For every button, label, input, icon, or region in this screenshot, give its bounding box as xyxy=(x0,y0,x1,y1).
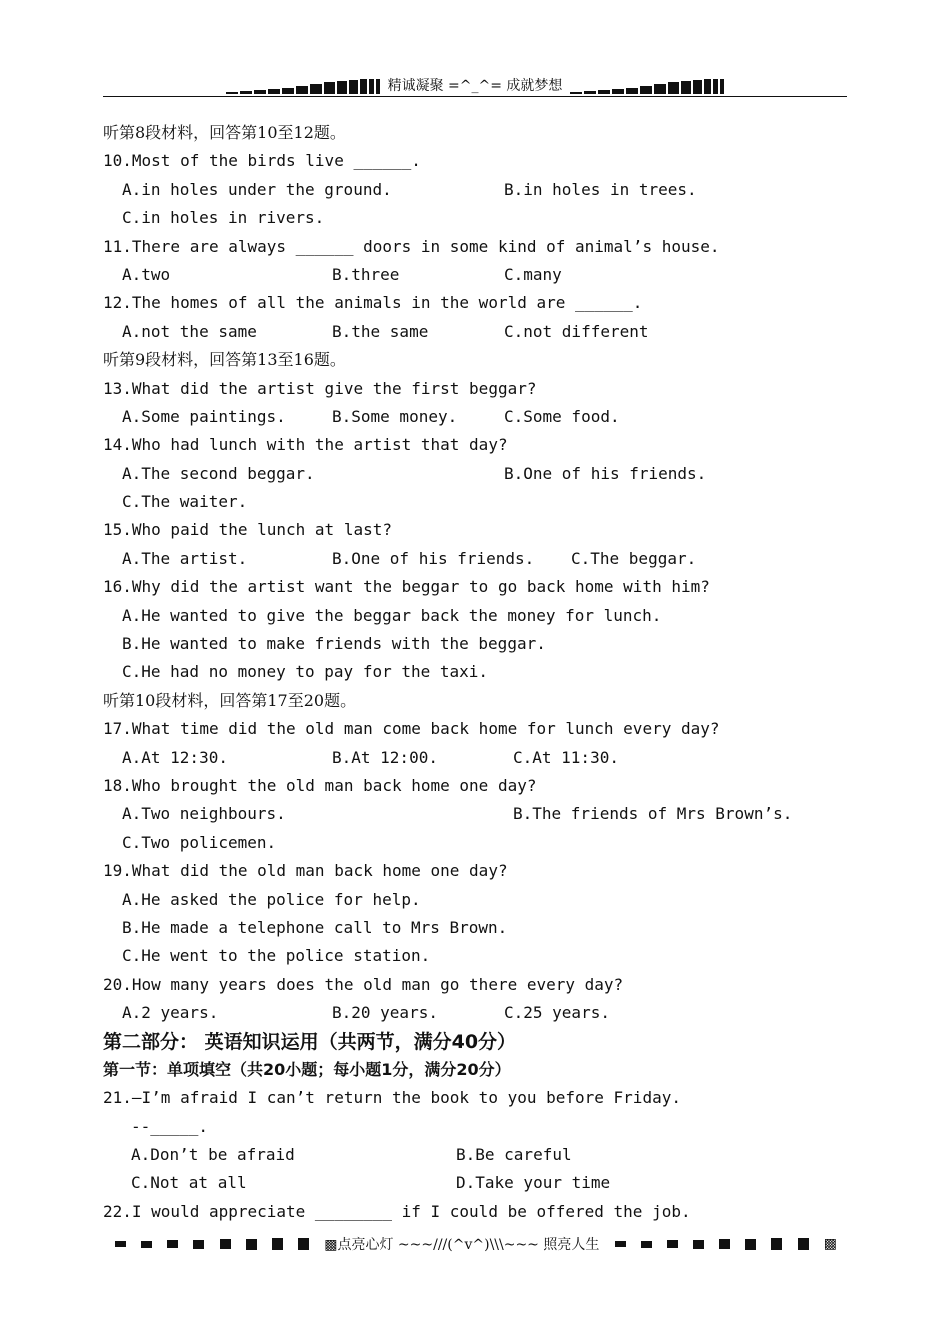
section-instruction-9: 听第9段材料，回答第13至16题。 xyxy=(103,350,346,370)
question-19-option-c: C.He went to the police station. xyxy=(122,946,431,966)
question-20-option-b: B.20 years. xyxy=(332,1003,438,1023)
question-15-option-a: A.The artist. xyxy=(122,548,248,568)
question-11-option-b: B.three xyxy=(332,264,400,284)
question-16-stem: 16.Why did the artist want the beggar to go back home with him? xyxy=(103,577,710,597)
question-21-option-b: B.Be careful xyxy=(456,1145,572,1165)
header-bars-right xyxy=(570,78,724,94)
page-header xyxy=(103,72,847,97)
section-instruction-8: 听第8段材料，回答第10至12题。 xyxy=(103,123,346,142)
question-10-option-a: A.in holes under the ground. xyxy=(122,179,392,199)
question-10-option-c: C.in holes in rivers. xyxy=(122,208,325,228)
question-20-options-row xyxy=(103,999,863,1027)
question-14-option-b: B.One of his friends. xyxy=(504,463,707,483)
header-motto: 精诚凝聚 =^_^= 成就梦想 xyxy=(387,78,563,94)
header-bars-left xyxy=(226,78,380,94)
question-19-option-b: B.He made a telephone call to Mrs Brown. xyxy=(122,917,508,937)
question-19-option-a: A.He asked the police for help. xyxy=(122,889,421,909)
question-21-stem: 21.—I’m afraid I can’t return the book to you before Friday. xyxy=(103,1088,681,1108)
exam-content xyxy=(103,119,863,1226)
question-14-option-c: C.The waiter. xyxy=(122,492,248,512)
question-17-options-row xyxy=(103,744,863,772)
part-two-heading: 第二部分： 英语知识运用（共两节，满分40分） xyxy=(103,1030,517,1053)
question-11-option-a: A.two xyxy=(122,264,171,284)
footer-motto: ▩点亮心灯 ~~~///(^v^)\\\~~~ 照亮人生 xyxy=(324,1237,600,1253)
question-12-option-a: A.not the same xyxy=(122,321,257,341)
question-21-options-row-2 xyxy=(103,1169,863,1197)
section-instruction-10: 听第10段材料，回答第17至20题。 xyxy=(103,690,357,710)
question-13-options-row xyxy=(103,403,863,431)
question-21-option-c: C.Not at all xyxy=(131,1173,247,1193)
footer-end-glyph: ▩ xyxy=(823,1236,837,1252)
question-16-option-c: C.He had no money to pay for the taxi. xyxy=(122,662,489,682)
question-20-option-a: A.2 years. xyxy=(122,1003,219,1023)
question-12-stem: 12.The homes of all the animals in the world are ______. xyxy=(103,293,643,313)
question-10-stem: 10.Most of the birds live ______. xyxy=(103,151,421,171)
section-one-heading: 第一节：单项填空（共20小题；每小题1分，满分20分） xyxy=(103,1059,511,1079)
question-12-option-c: C.not different xyxy=(504,321,649,341)
question-18-option-b: B.The friends of Mrs Brown’s. xyxy=(513,804,793,824)
question-15-option-b: B.One of his friends. xyxy=(332,548,535,568)
question-16-option-b: B.He wanted to make friends with the beggar. xyxy=(122,634,546,654)
question-13-option-c: C.Some food. xyxy=(504,406,620,426)
question-13-option-b: B.Some money. xyxy=(332,406,458,426)
question-20-option-c: C.25 years. xyxy=(504,1003,610,1023)
question-14-option-a: A.The second beggar. xyxy=(122,463,315,483)
question-18-option-a: A.Two neighbours. xyxy=(122,804,286,824)
question-18-stem: 18.Who brought the old man back home one day? xyxy=(103,775,537,795)
question-14-stem: 14.Who had lunch with the artist that day? xyxy=(103,435,508,455)
question-15-stem: 15.Who paid the lunch at last? xyxy=(103,520,392,540)
question-13-stem: 13.What did the artist give the first beggar? xyxy=(103,378,537,398)
question-14-options-row xyxy=(103,460,863,488)
question-12-option-b: B.the same xyxy=(332,321,429,341)
question-18-options-row xyxy=(103,800,863,828)
question-21-reply: --_____. xyxy=(131,1116,209,1136)
question-13-option-a: A.Some paintings. xyxy=(122,406,286,426)
question-10-options-row xyxy=(103,176,863,204)
question-17-option-b: B.At 12:00. xyxy=(332,747,438,767)
question-21-options-row-1 xyxy=(103,1141,863,1169)
question-10-option-b: B.in holes in trees. xyxy=(504,179,697,199)
question-15-options-row xyxy=(103,545,863,573)
question-16-option-a: A.He wanted to give the beggar back the money for lunch. xyxy=(122,605,662,625)
question-11-option-c: C.many xyxy=(504,264,562,284)
question-17-stem: 17.What time did the old man come back home for lunch every day? xyxy=(103,719,720,739)
question-21-option-d: D.Take your time xyxy=(456,1173,611,1193)
question-20-stem: 20.How many years does the old man go there every day? xyxy=(103,974,624,994)
question-15-option-c: C.The beggar. xyxy=(571,548,697,568)
question-12-options-row xyxy=(103,318,863,346)
page-footer xyxy=(115,1234,837,1254)
question-17-option-c: C.At 11:30. xyxy=(513,747,619,767)
question-11-stem: 11.There are always ______ doors in some kind of animal’s house. xyxy=(103,236,720,256)
question-17-option-a: A.At 12:30. xyxy=(122,747,228,767)
question-18-option-c: C.Two policemen. xyxy=(122,832,277,852)
question-11-options-row xyxy=(103,261,863,289)
question-22-stem: 22.I would appreciate ________ if I could be offered the job. xyxy=(103,1201,691,1221)
question-21-option-a: A.Don’t be afraid xyxy=(131,1145,295,1165)
question-19-stem: 19.What did the old man back home one day? xyxy=(103,861,508,881)
